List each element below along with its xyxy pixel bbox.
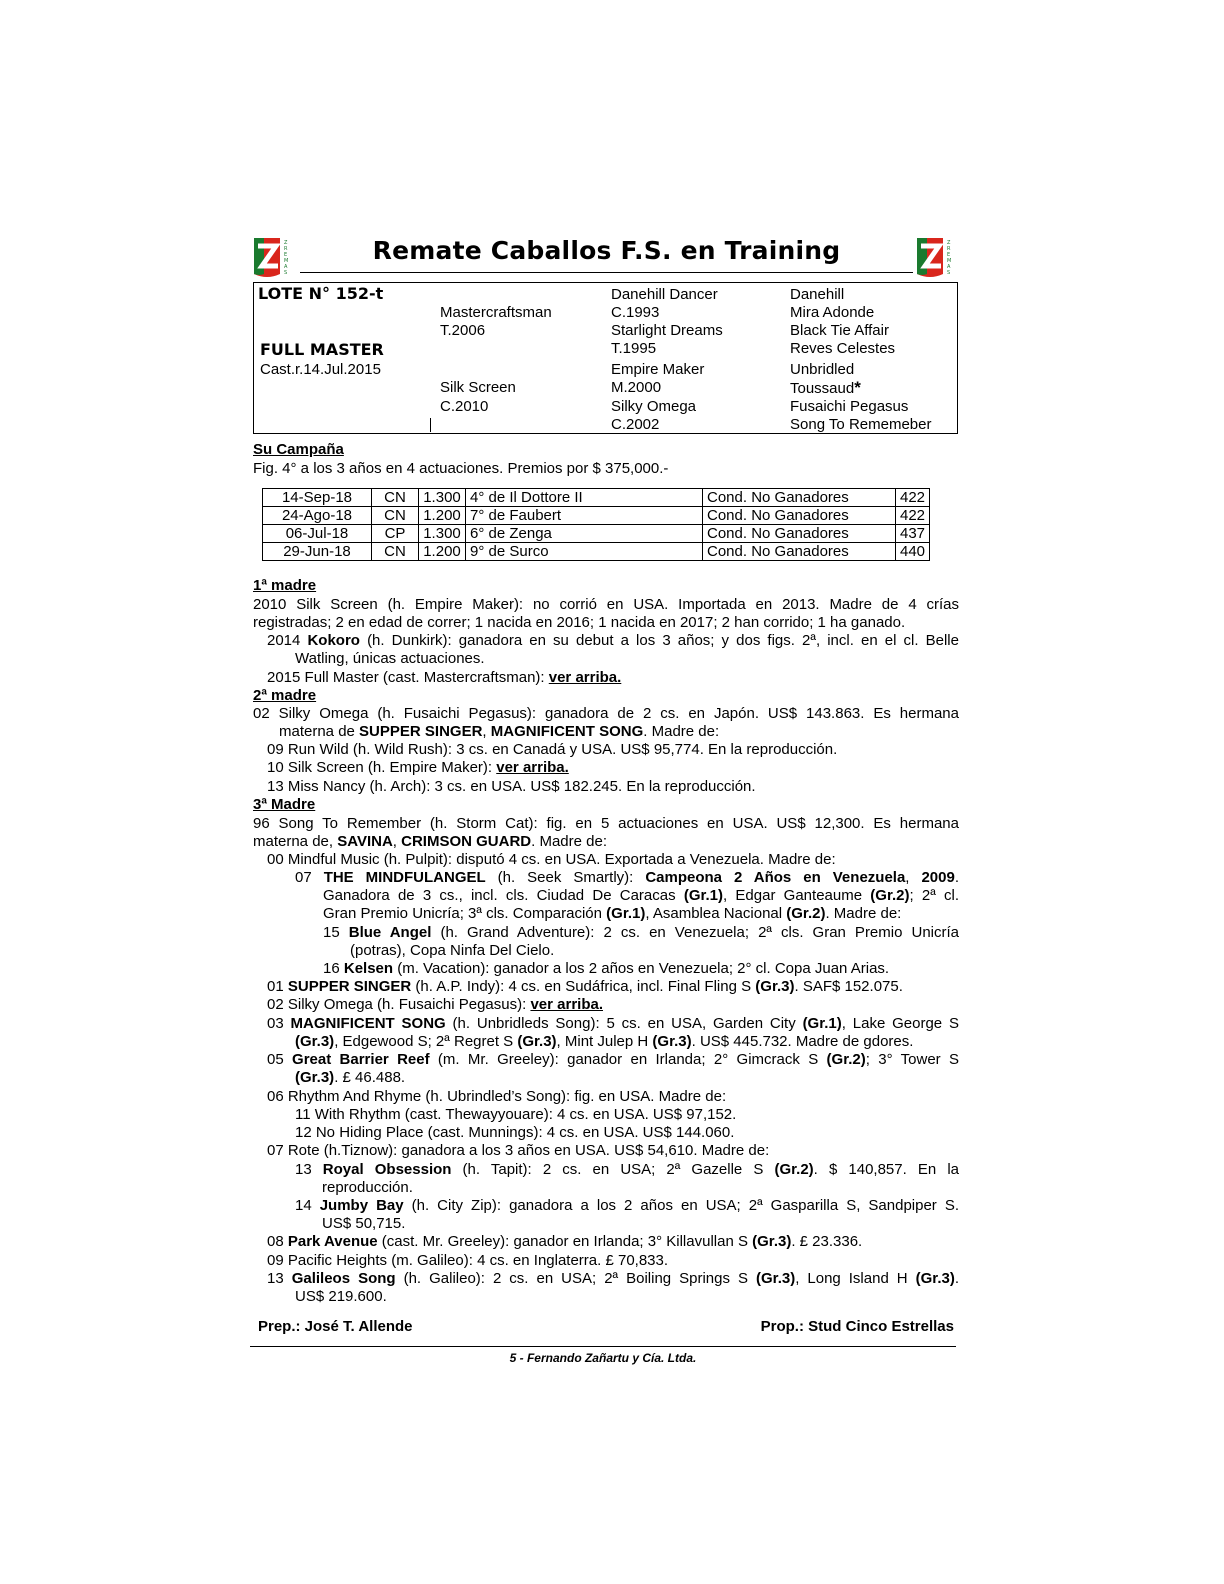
- svg-text:E: E: [947, 252, 951, 258]
- trainer-label: Prep.: José T. Allende: [258, 1318, 413, 1335]
- jumby-bay-entry: [295, 1197, 959, 1233]
- text-line: (Gr.3). £ 46.488.: [295, 1069, 406, 1087]
- text-line: registradas; 2 en edad de correr; 1 nacida en 2016; 1 nacida en 2017; 2 han corrido; 1 ha ganado.: [253, 614, 906, 632]
- text-line: Ganadora de 3 cs., incl. cls. Ciudad De Caracas (Gr.1), Edgar Ganteaume (Gr.2); 2ª cl.: [323, 887, 959, 905]
- svg-text:S: S: [284, 270, 288, 276]
- dam3-text: [253, 815, 959, 851]
- text-line: 2010 Silk Screen (h. Empire Maker): no corrió en USA. Importada en 2013. Madre de 4 crías: [253, 596, 959, 613]
- rhythm-produce: 11 With Rhythm (cast. Thewayyouare): 4 cs. en USA. US$ 97,152.: [295, 1106, 737, 1123]
- ped-col3: T.1995: [611, 340, 657, 357]
- magnificent-song-entry: [267, 1015, 959, 1051]
- race-result: 6° de Zenga: [466, 525, 703, 543]
- silky-omega-entry: 02 Silky Omega (h. Fusaichi Pegasus): ver arriba.: [267, 996, 603, 1013]
- race-date: 14-Sep-18: [263, 489, 372, 507]
- dam-info: C.2010: [440, 398, 489, 415]
- great-barrier-reef-entry: [267, 1051, 959, 1087]
- ped-col3: C.2002: [611, 416, 660, 433]
- race-weight: 440: [896, 543, 930, 561]
- footer-rule: [250, 1346, 956, 1347]
- race-result: 7° de Faubert: [466, 507, 703, 525]
- full-master-entry: 2015 Full Master (cast. Mastercraftsman): ver arriba.: [267, 669, 622, 686]
- dam1-heading: 1ª madre: [253, 577, 317, 594]
- text-line: Gran Premio Unicría; 3ª cls. Comparación (Gr.1), Asamblea Nacional (Gr.2). Madre de:: [323, 905, 902, 923]
- ped-col4: Reves Celestes: [790, 340, 896, 357]
- text-line: reproducción.: [322, 1179, 413, 1197]
- ped-col4: Unbridled: [790, 361, 855, 378]
- text-line: materna de, SAVINA, CRIMSON GUARD. Madre de:: [253, 833, 607, 851]
- zanartu-logo-left: [250, 234, 300, 278]
- ped-col3: C.1993: [611, 304, 660, 321]
- text-line: Watling, únicas actuaciones.: [295, 650, 485, 668]
- race-weight: 422: [896, 489, 930, 507]
- svg-text:S: S: [947, 270, 951, 276]
- dam2-text: [253, 705, 959, 741]
- table-row: [263, 507, 930, 525]
- blue-angel-entry: [323, 924, 959, 960]
- text-line: 07 THE MINDFULANGEL (h. Seek Smartly): Campeona 2 Años en Venezuela, 2009.: [295, 869, 959, 886]
- svg-text:A: A: [947, 264, 951, 270]
- race-date: 24-Ago-18: [263, 507, 372, 525]
- ped-col3: M.2000: [611, 379, 662, 396]
- race-weight: 422: [896, 507, 930, 525]
- ver-arriba-link[interactable]: ver arriba.: [548, 669, 622, 686]
- lote-number: LOTE N° 152-t: [258, 284, 384, 303]
- race-result: 4° de Il Dottore II: [466, 489, 703, 507]
- pedigree-box: [253, 282, 958, 434]
- text-line: 02 Silky Omega (h. Fusaichi Pegasus): ganadora de 2 cs. en Japón. US$ 143.863. Es hermana: [253, 705, 959, 722]
- dam2-heading: 2ª madre: [253, 687, 317, 704]
- text-line: 03 MAGNIFICENT SONG (h. Unbridleds Song): 5 cs. en USA, Garden City (Gr.1), Lake George S: [267, 1015, 959, 1032]
- owner-label: Prop.: Stud Cinco Estrellas: [760, 1318, 954, 1335]
- ped-col4: Fusaichi Pegasus: [790, 398, 909, 415]
- race-distance: 1.300: [419, 489, 466, 507]
- race-table: [262, 488, 930, 561]
- svg-text:M: M: [284, 258, 289, 264]
- table-row: [263, 489, 930, 507]
- text-line: US$ 219.600.: [295, 1288, 387, 1306]
- horse-name: FULL MASTER: [260, 340, 384, 359]
- text-line: 96 Song To Remember (h. Storm Cat): fig. en 5 actuaciones en USA. US$ 12,300. Es hermana: [253, 815, 959, 832]
- ped-col4: Toussaud*: [790, 378, 861, 397]
- race-condition: Cond. No Ganadores: [703, 507, 896, 525]
- race-distance: 1.200: [419, 543, 466, 561]
- svg-text:R: R: [947, 246, 951, 252]
- campaign-heading: Su Campaña: [253, 441, 344, 458]
- title-rule: [300, 272, 913, 273]
- svg-text:E: E: [284, 252, 288, 258]
- text-line: (Gr.3), Edgewood S; 2ª Regret S (Gr.3), Mint Julep H (Gr.3). US$ 445.732. Madre de gdores.: [295, 1033, 914, 1051]
- text-line: US$ 50,715.: [322, 1215, 406, 1233]
- page-title: Remate Caballos F.S. en Training: [372, 236, 841, 265]
- zanartu-logo-right: [913, 234, 963, 278]
- ped-col3: Danehill Dancer: [611, 286, 718, 303]
- supper-singer-entry: 01 SUPPER SINGER (h. A.P. Indy): 4 cs. en Sudáfrica, incl. Final Fling S (Gr.3). SAF$ 152.075.: [267, 978, 903, 995]
- pedigree-divider: [430, 418, 431, 432]
- ver-arriba-link[interactable]: ver arriba.: [496, 759, 569, 776]
- sire-info: T.2006: [440, 322, 486, 339]
- royal-obsession-entry: [295, 1161, 959, 1197]
- dam2-produce: 10 Silk Screen (h. Empire Maker): ver arriba.: [267, 759, 569, 776]
- race-date: 29-Jun-18: [263, 543, 372, 561]
- kokoro-entry: [267, 632, 959, 668]
- race-condition: Cond. No Ganadores: [703, 489, 896, 507]
- ped-col4: Black Tie Affair: [790, 322, 889, 339]
- table-row: [263, 543, 930, 561]
- race-track: CP: [372, 525, 419, 543]
- text-line: 14 Jumby Bay (h. City Zip): ganadora a los 2 años en USA; 2ª Gasparilla S, Sandpiper S.: [295, 1197, 959, 1214]
- pacific-heights-entry: 09 Pacific Heights (m. Galileo): 4 cs. en Inglaterra. £ 70,833.: [267, 1252, 669, 1269]
- race-distance: 1.300: [419, 525, 466, 543]
- race-track: CN: [372, 507, 419, 525]
- rote-entry: 07 Rote (h.Tiznow): ganadora a los 3 años en USA. US$ 54,610. Madre de:: [267, 1142, 770, 1159]
- campaign-summary: Fig. 4° a los 3 años en 4 actuaciones. Premios por $ 375,000.-: [253, 460, 669, 477]
- ped-col4: Mira Adonde: [790, 304, 875, 321]
- ped-col3: Starlight Dreams: [611, 322, 723, 339]
- race-date: 06-Jul-18: [263, 525, 372, 543]
- race-condition: Cond. No Ganadores: [703, 525, 896, 543]
- dam2-produce: 13 Miss Nancy (h. Arch): 3 cs. en USA. US$ 182.245. En la reproducción.: [267, 778, 756, 795]
- text-line: 15 Blue Angel (h. Grand Adventure): 2 cs. en Venezuela; 2ª cls. Gran Premio Unicría: [323, 924, 960, 941]
- svg-text:A: A: [284, 264, 288, 270]
- race-track: CN: [372, 489, 419, 507]
- ped-col4: Song To Rememeber: [790, 416, 932, 433]
- text-line: materna de SUPPER SINGER, MAGNIFICENT SONG. Madre de:: [279, 723, 720, 741]
- text-line: 2014 Kokoro (h. Dunkirk): ganadora en su debut a los 3 años; y dos figs. 2ª, incl. en el cl. Belle: [267, 632, 959, 649]
- race-weight: 437: [896, 525, 930, 543]
- ver-arriba-link[interactable]: ver arriba.: [530, 996, 603, 1013]
- galileos-song-entry: [267, 1270, 959, 1306]
- ped-col3: Empire Maker: [611, 361, 705, 378]
- dam3-heading: 3ª Madre: [253, 796, 316, 813]
- rhythm-produce: 12 No Hiding Place (cast. Munnings): 4 cs. en USA. US$ 144.060.: [295, 1124, 735, 1141]
- sire-name: Mastercraftsman: [440, 304, 552, 321]
- table-row: [263, 525, 930, 543]
- svg-text:Z: Z: [947, 240, 951, 246]
- text-line: 05 Great Barrier Reef (m. Mr. Greeley): ganador en Irlanda; 2° Gimcrack S (Gr.2); 3° Tower S: [267, 1051, 959, 1068]
- page-footer: 5 - Fernando Zañartu y Cía. Ltda.: [509, 1351, 697, 1365]
- race-condition: Cond. No Ganadores: [703, 543, 896, 561]
- ped-col3: Silky Omega: [611, 398, 697, 415]
- mindfulangel-entry: [295, 869, 959, 924]
- ped-col4: Danehill: [790, 286, 845, 303]
- asterisk-mark: *: [854, 378, 861, 397]
- kelsen-entry: 16 Kelsen (m. Vacation): ganador a los 2 años en Venezuela; 2° cl. Copa Juan Arias.: [323, 960, 890, 977]
- dam1-text: [253, 596, 959, 632]
- rhythm-entry: 06 Rhythm And Rhyme (h. Ubrindled’s Song): fig. en USA. Madre de:: [267, 1088, 727, 1105]
- park-avenue-entry: 08 Park Avenue (cast. Mr. Greeley): ganador en Irlanda; 3° Killavullan S (Gr.3). £ 23.336.: [267, 1233, 863, 1250]
- race-result: 9° de Surco: [466, 543, 703, 561]
- dam3-produce: 00 Mindful Music (h. Pulpit): disputó 4 cs. en USA. Exportada a Venezuela. Madre de:: [267, 851, 836, 868]
- race-distance: 1.200: [419, 507, 466, 525]
- svg-text:Z: Z: [284, 240, 288, 246]
- text-line: (potras), Copa Ninfa Del Cielo.: [350, 942, 555, 960]
- text-line: 13 Galileos Song (h. Galileo): 2 cs. en USA; 2ª Boiling Springs S (Gr.3), Long Island H (Gr.3).: [267, 1270, 959, 1287]
- svg-text:R: R: [284, 246, 288, 252]
- horse-info: Cast.r.14.Jul.2015: [260, 361, 381, 378]
- dam2-produce: 09 Run Wild (h. Wild Rush): 3 cs. en Canadá y USA. US$ 95,774. En la reproducción.: [267, 741, 838, 758]
- text-line: 13 Royal Obsession (h. Tapit): 2 cs. en USA; 2ª Gazelle S (Gr.2). $ 140,857. En la: [295, 1161, 959, 1178]
- race-track: CN: [372, 543, 419, 561]
- svg-text:M: M: [947, 258, 952, 264]
- dam-name: Silk Screen: [440, 379, 516, 396]
